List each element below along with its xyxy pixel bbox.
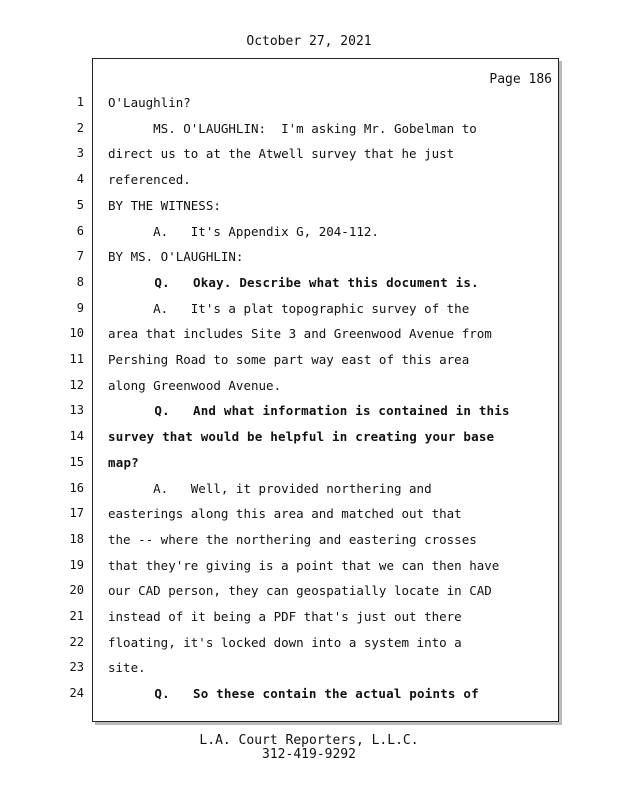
page-number: Page 186 xyxy=(489,72,552,87)
header-date: October 27, 2021 xyxy=(246,34,372,49)
line-text: map? xyxy=(108,455,139,470)
line-text: along Greenwood Avenue. xyxy=(108,378,282,393)
line-number: 5 xyxy=(76,198,84,212)
line-number: 17 xyxy=(69,506,84,520)
line-number: 19 xyxy=(69,558,84,572)
line-number: 10 xyxy=(69,326,84,340)
line-text: BY THE WITNESS: xyxy=(108,198,221,213)
line-text: referenced. xyxy=(108,172,191,187)
line-number: 20 xyxy=(69,583,84,597)
line-number: 24 xyxy=(69,686,84,700)
line-text: our CAD person, they can geospatially locate in CAD xyxy=(108,583,492,598)
line-text: direct us to at the Atwell survey that he just xyxy=(108,146,455,161)
line-number: 4 xyxy=(76,172,84,186)
line-text: A. Well, it provided northering and xyxy=(108,481,432,496)
line-text: easterings along this area and matched out that xyxy=(108,506,462,521)
line-text: Q. Okay. Describe what this document is. xyxy=(108,275,479,290)
line-number: 18 xyxy=(69,532,84,546)
line-number: 9 xyxy=(76,301,84,315)
line-text: A. It's Appendix G, 204-112. xyxy=(108,224,379,239)
line-number: 3 xyxy=(76,146,84,160)
line-number: 15 xyxy=(69,455,84,469)
line-text: Q. So these contain the actual points of xyxy=(108,686,479,701)
line-text: BY MS. O'LAUGHLIN: xyxy=(108,249,244,264)
line-text: that they're giving is a point that we can then have xyxy=(108,558,500,573)
line-number: 1 xyxy=(76,95,84,109)
line-number: 8 xyxy=(76,275,84,289)
line-text: A. It's a plat topographic survey of the xyxy=(108,301,470,316)
line-number: 16 xyxy=(69,481,84,495)
line-text: MS. O'LAUGHLIN: I'm asking Mr. Gobelman to xyxy=(108,121,477,136)
line-number: 22 xyxy=(69,635,84,649)
line-text: site. xyxy=(108,660,146,675)
line-text: Q. And what information is contained in this xyxy=(108,403,510,418)
footer-company: L.A. Court Reporters, L.L.C. xyxy=(199,733,419,748)
line-text: O'Laughlin? xyxy=(108,95,191,110)
line-text: survey that would be helpful in creating your base xyxy=(108,429,495,444)
line-number: 21 xyxy=(69,609,84,623)
line-number: 12 xyxy=(69,378,84,392)
line-number: 23 xyxy=(69,660,84,674)
line-number: 11 xyxy=(69,352,84,366)
line-number: 14 xyxy=(69,429,84,443)
line-number: 7 xyxy=(76,249,84,263)
line-text: the -- where the northering and eastering crosses xyxy=(108,532,477,547)
line-number: 2 xyxy=(76,121,84,135)
line-text: area that includes Site 3 and Greenwood Avenue from xyxy=(108,326,492,341)
line-text: floating, it's locked down into a system into a xyxy=(108,635,462,650)
line-text: Pershing Road to some part way east of this area xyxy=(108,352,470,367)
line-number: 13 xyxy=(69,403,84,417)
line-text: instead of it being a PDF that's just out there xyxy=(108,609,462,624)
line-number: 6 xyxy=(76,224,84,238)
footer-phone: 312-419-9292 xyxy=(262,747,356,762)
